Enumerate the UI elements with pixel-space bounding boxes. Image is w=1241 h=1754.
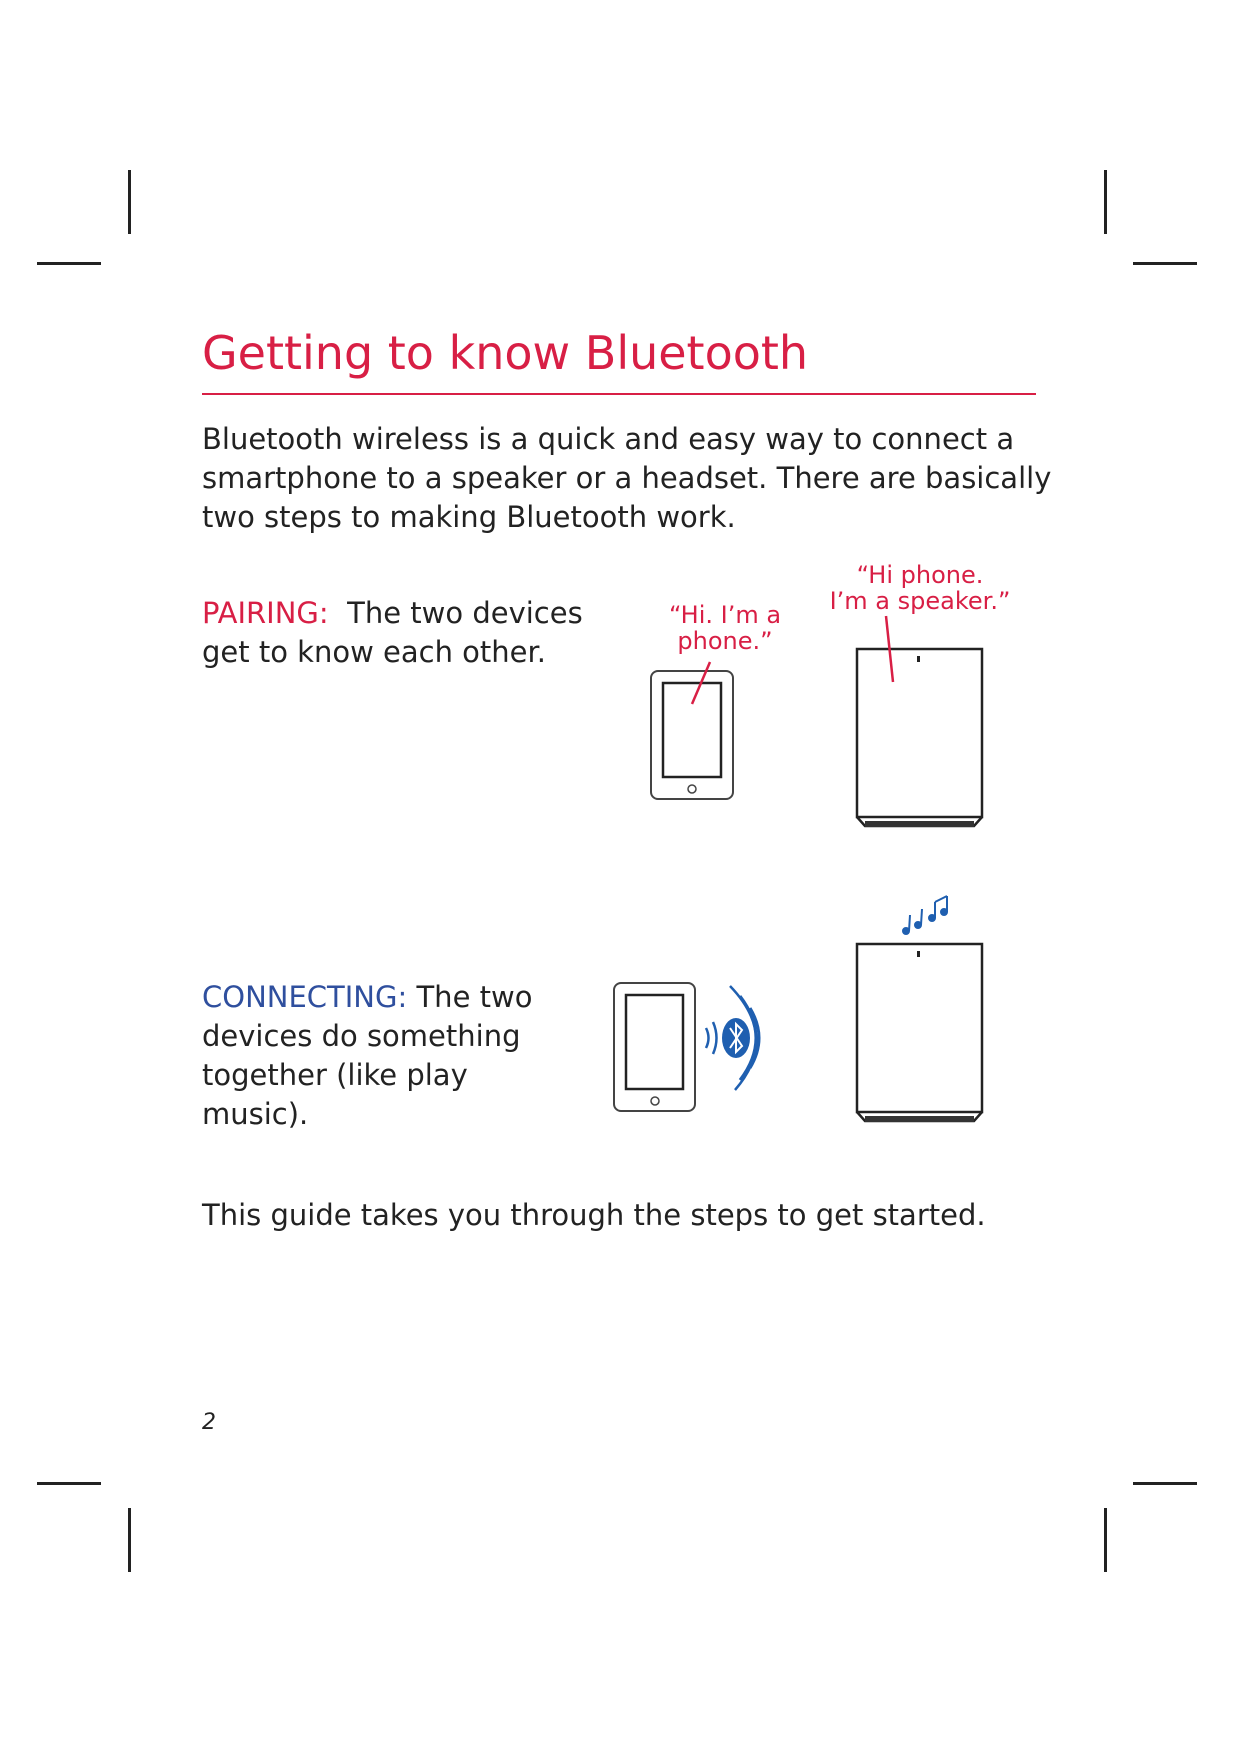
bluetooth-icon xyxy=(706,986,759,1090)
phone-icon xyxy=(651,671,733,799)
speaker-icon xyxy=(857,944,982,1122)
page-title: Getting to know Bluetooth xyxy=(202,326,809,380)
pairing-text: The two devices get to know each other. xyxy=(202,596,583,669)
speaker-bubble-line-2: I’m a speaker.” xyxy=(829,587,1011,615)
phone-icon xyxy=(614,983,695,1111)
phone-bubble-line-2: phone.” xyxy=(677,627,773,655)
page-number: 2 xyxy=(202,1410,216,1435)
connecting-keyword: CONNECTING: xyxy=(202,980,408,1014)
connecting-text: The two devices do something together (like play music). xyxy=(202,980,533,1131)
outro-paragraph: This guide takes you through the steps to get started. xyxy=(202,1198,986,1232)
phone-bubble-line-1: “Hi. I’m a xyxy=(668,601,782,629)
music-notes-icon xyxy=(903,896,947,934)
speaker-icon xyxy=(857,649,982,827)
pairing-keyword: PAIRING: xyxy=(202,596,329,630)
intro-paragraph: Bluetooth wireless is a quick and easy way to connect a smartphone to a speaker or a headset. There are basically two steps to making Bluetooth work. xyxy=(202,422,1052,534)
speaker-bubble-line-1: “Hi phone. xyxy=(856,561,984,589)
